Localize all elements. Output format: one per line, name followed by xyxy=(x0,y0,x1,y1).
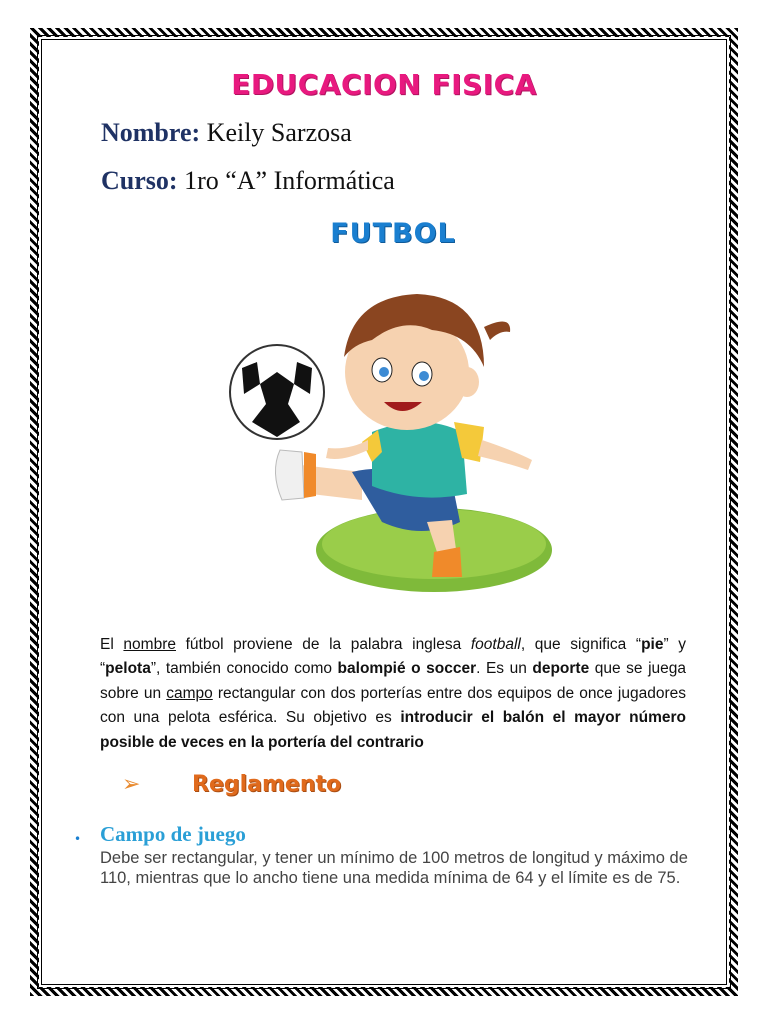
curso-line xyxy=(101,166,395,196)
section-heading xyxy=(122,772,341,797)
text-segment: que se juega sobre un xyxy=(100,660,686,702)
bullet-icon: • xyxy=(74,832,82,846)
curso-value: 1ro “A” Informática xyxy=(184,166,395,195)
underlined-word: campo xyxy=(166,684,213,702)
description-paragraph xyxy=(100,633,686,755)
section-title: Reglamento xyxy=(192,772,342,797)
italic-word: football xyxy=(470,636,521,653)
nombre-value: Keily Sarzosa xyxy=(206,118,352,147)
text-segment: , que significa “ xyxy=(520,636,642,653)
arrow-bullet-icon: ➢ xyxy=(122,772,141,797)
topic-title: FUTBOL xyxy=(330,218,456,249)
text-segment: fútbol proviene de la palabra inglesa xyxy=(175,636,471,653)
bold-word: pie xyxy=(641,636,664,653)
text-segment: El xyxy=(100,636,124,653)
soccer-ball-icon xyxy=(230,345,324,439)
bold-word: deporte xyxy=(532,660,590,678)
nombre-line xyxy=(101,118,352,148)
text-segment: rectangular con dos porterías entre dos equipos de once jugadores con una pelota esférica. Su objetivo es xyxy=(100,684,686,727)
bold-word: balompié o soccer xyxy=(337,660,477,678)
page-title: EDUCACION FISICA xyxy=(231,68,537,101)
text-segment: ” y “ xyxy=(100,636,687,678)
list-item-title: Campo de juego xyxy=(100,822,246,846)
nombre-label: Nombre: xyxy=(101,118,201,147)
text-segment: ”, también conocido como xyxy=(150,660,338,678)
text-segment: . Es un xyxy=(476,660,533,678)
bold-phrase: introducir el balón el mayor número posible de veces en la portería del contrario xyxy=(100,709,686,751)
curso-label: Curso: xyxy=(101,166,178,195)
list-item-text: Debe ser rectangular, y tener un mínimo de 100 metros de longitud y máximo de 110, mientras que lo ancho tiene una medida mínima de 64 y el límite es de 75. xyxy=(100,849,688,887)
underlined-word: nombre xyxy=(123,636,176,653)
soccer-boy-illustration xyxy=(222,272,552,592)
bold-word: pelota xyxy=(105,660,151,678)
